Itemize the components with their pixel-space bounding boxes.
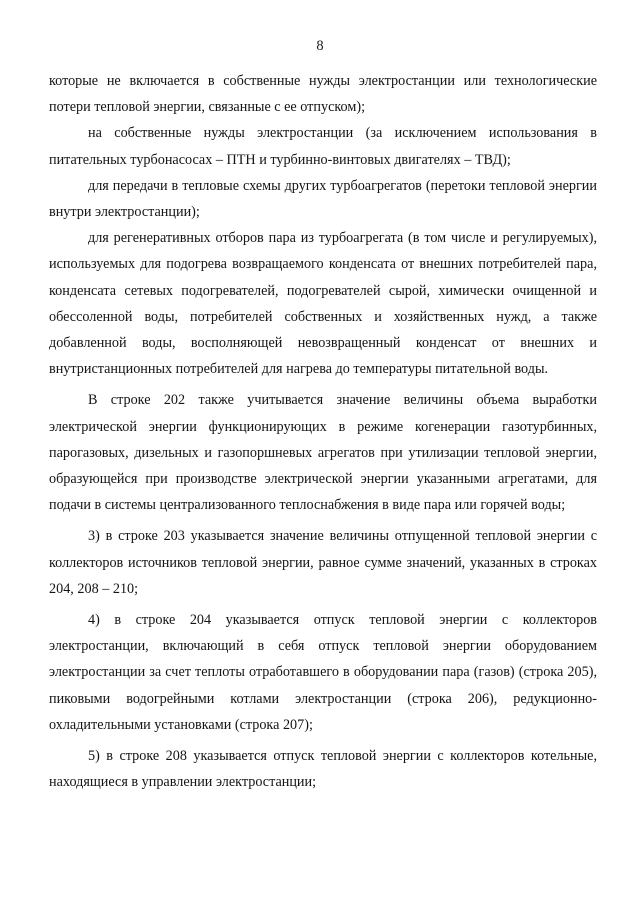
paragraph-line-208: 5) в строке 208 указывается отпуск тепловой энергии с коллекторов котельные, находящиеся в управлении электростанции;: [49, 748, 597, 791]
paragraph-continuation: которые не включается в собственные нужды электростанции или технологические потери тепловой энергии, связанные с ее отпуском);: [49, 73, 597, 116]
page-number: 8: [316, 38, 324, 54]
paragraph-regenerative-extraction: для регенеративных отборов пара из турбоагрегата (в том числе и регулируемых), используемых для подогрева возвращаемого конденсата от внешних потребителей пара, конденсата сетевых подогревателей, подогревателей сырой, химически очищенной и обессоленной воды, потребителей собственных и хозяйственных нужд, а также добавленной воды, восполняющей невозвращенный конденсат от внешних и внутристанционных потребителей для нагрева до температуры питательной воды.: [49, 230, 597, 378]
paragraph-own-needs: на собственные нужды электростанции (за исключением использования в питательных турбонасосах – ПТН и турбинно-винтовых двигателях – ТВД);: [49, 125, 597, 168]
paragraph-line-203: 3) в строке 203 указывается значение величины отпущенной тепловой энергии с коллекторов источников тепловой энергии, равное сумме значений, указанных в строках 204, 208 – 210;: [49, 528, 597, 597]
paragraph-transfer: для передачи в тепловые схемы других турбоагрегатов (перетоки тепловой энергии внутри электростанции);: [49, 177, 597, 221]
body-text: [49, 68, 597, 795]
paragraph-line-202: В строке 202 также учитывается значение величины объема выработки электрической энергии функционирующих в режиме когенерации газотурбинных, парогазовых, дизельных и газопоршневых агрегатов при утилизации тепловой энергии, образующейся при производстве электрической энергии указанными агрегатами, для подачи в системы централизованного теплоснабжения в виде пара или горячей воды;: [49, 392, 597, 514]
paragraph-line-204: 4) в строке 204 указывается отпуск тепловой энергии с коллекторов электростанции, включающий в себя отпуск тепловой энергии оборудованием электростанции за счет теплоты отработавшего в оборудовании пара (газов) (строка 205), пиковыми водогрейными котлами электростанции (строка 206), редукционно-охладительными установками (строка 207);: [49, 612, 597, 733]
